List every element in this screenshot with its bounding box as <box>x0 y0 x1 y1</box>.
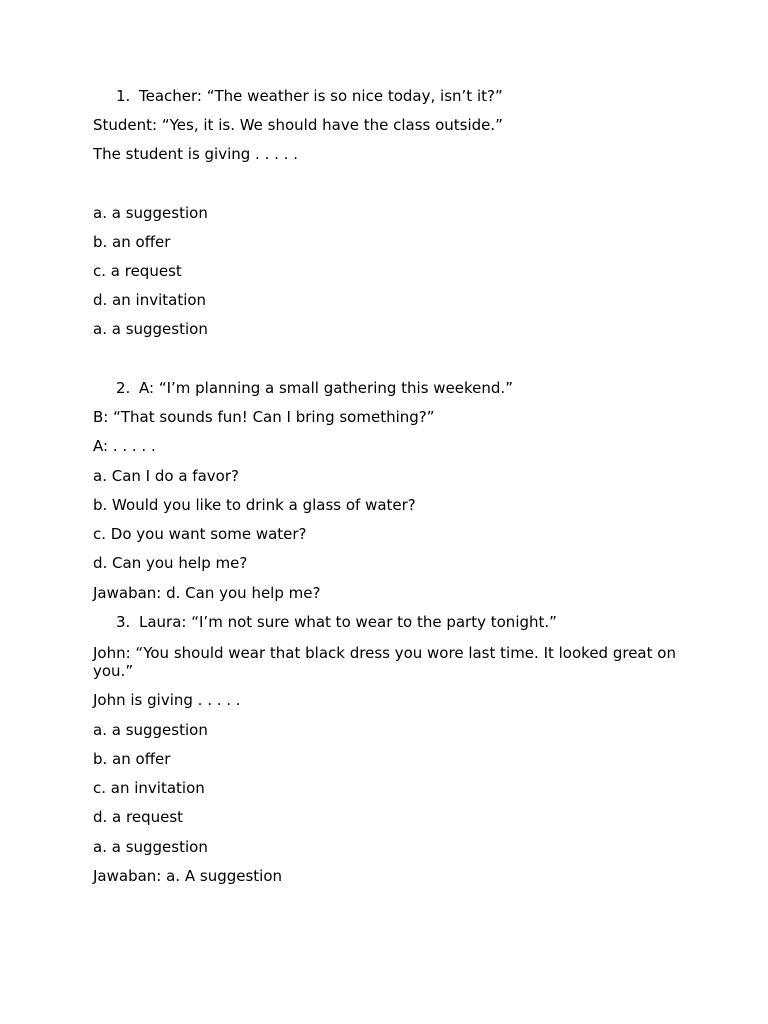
question-2-line-1: B: “That sounds fun! Can I bring something?” <box>93 408 435 426</box>
question-1-line-1: Student: “Yes, it is. We should have the class outside.” <box>93 116 503 134</box>
question-2-prompt <box>116 379 706 397</box>
question-2-text: A: “I’m planning a small gathering this weekend.” <box>139 379 513 397</box>
question-3-option-c: c. an invitation <box>93 779 205 797</box>
question-3-line-2: John is giving . . . . . <box>93 691 241 709</box>
question-2-option-a: a. Can I do a favor? <box>93 467 239 485</box>
question-3-option-a: a. a suggestion <box>93 721 208 739</box>
question-1-option-a: a. a suggestion <box>93 204 208 222</box>
question-1-option-c: c. a request <box>93 262 182 280</box>
question-1-option-d: d. an invitation <box>93 291 207 309</box>
question-2-answer: Jawaban: d. Can you help me? <box>93 584 321 602</box>
question-3-answer: Jawaban: a. A suggestion <box>93 867 283 885</box>
question-2-option-b: b. Would you like to drink a glass of water? <box>93 496 416 514</box>
question-3-repeat-option: a. a suggestion <box>93 838 208 856</box>
question-3-option-b: b. an offer <box>93 750 171 768</box>
question-1-text: Teacher: “The weather is so nice today, isn’t it?” <box>139 87 503 105</box>
question-1-answer: a. a suggestion <box>93 320 208 338</box>
question-3-text: Laura: “I’m not sure what to wear to the party tonight.” <box>139 613 557 631</box>
question-1-line-2: The student is giving . . . . . <box>93 145 298 163</box>
question-2-option-d: d. Can you help me? <box>93 554 248 572</box>
question-3-number: 3. <box>116 613 131 631</box>
question-1-number: 1. <box>116 87 131 105</box>
question-2-number: 2. <box>116 379 131 397</box>
question-2-option-c: c. Do you want some water? <box>93 525 307 543</box>
question-1-option-b: b. an offer <box>93 233 171 251</box>
question-3-option-d: d. a request <box>93 808 184 826</box>
question-3-line-1: John: “You should wear that black dress you wore last time. It looked great on you.” <box>93 644 676 680</box>
question-1-prompt <box>116 87 706 105</box>
question-3-prompt <box>116 613 706 631</box>
question-2-line-2: A: . . . . . <box>93 437 156 455</box>
